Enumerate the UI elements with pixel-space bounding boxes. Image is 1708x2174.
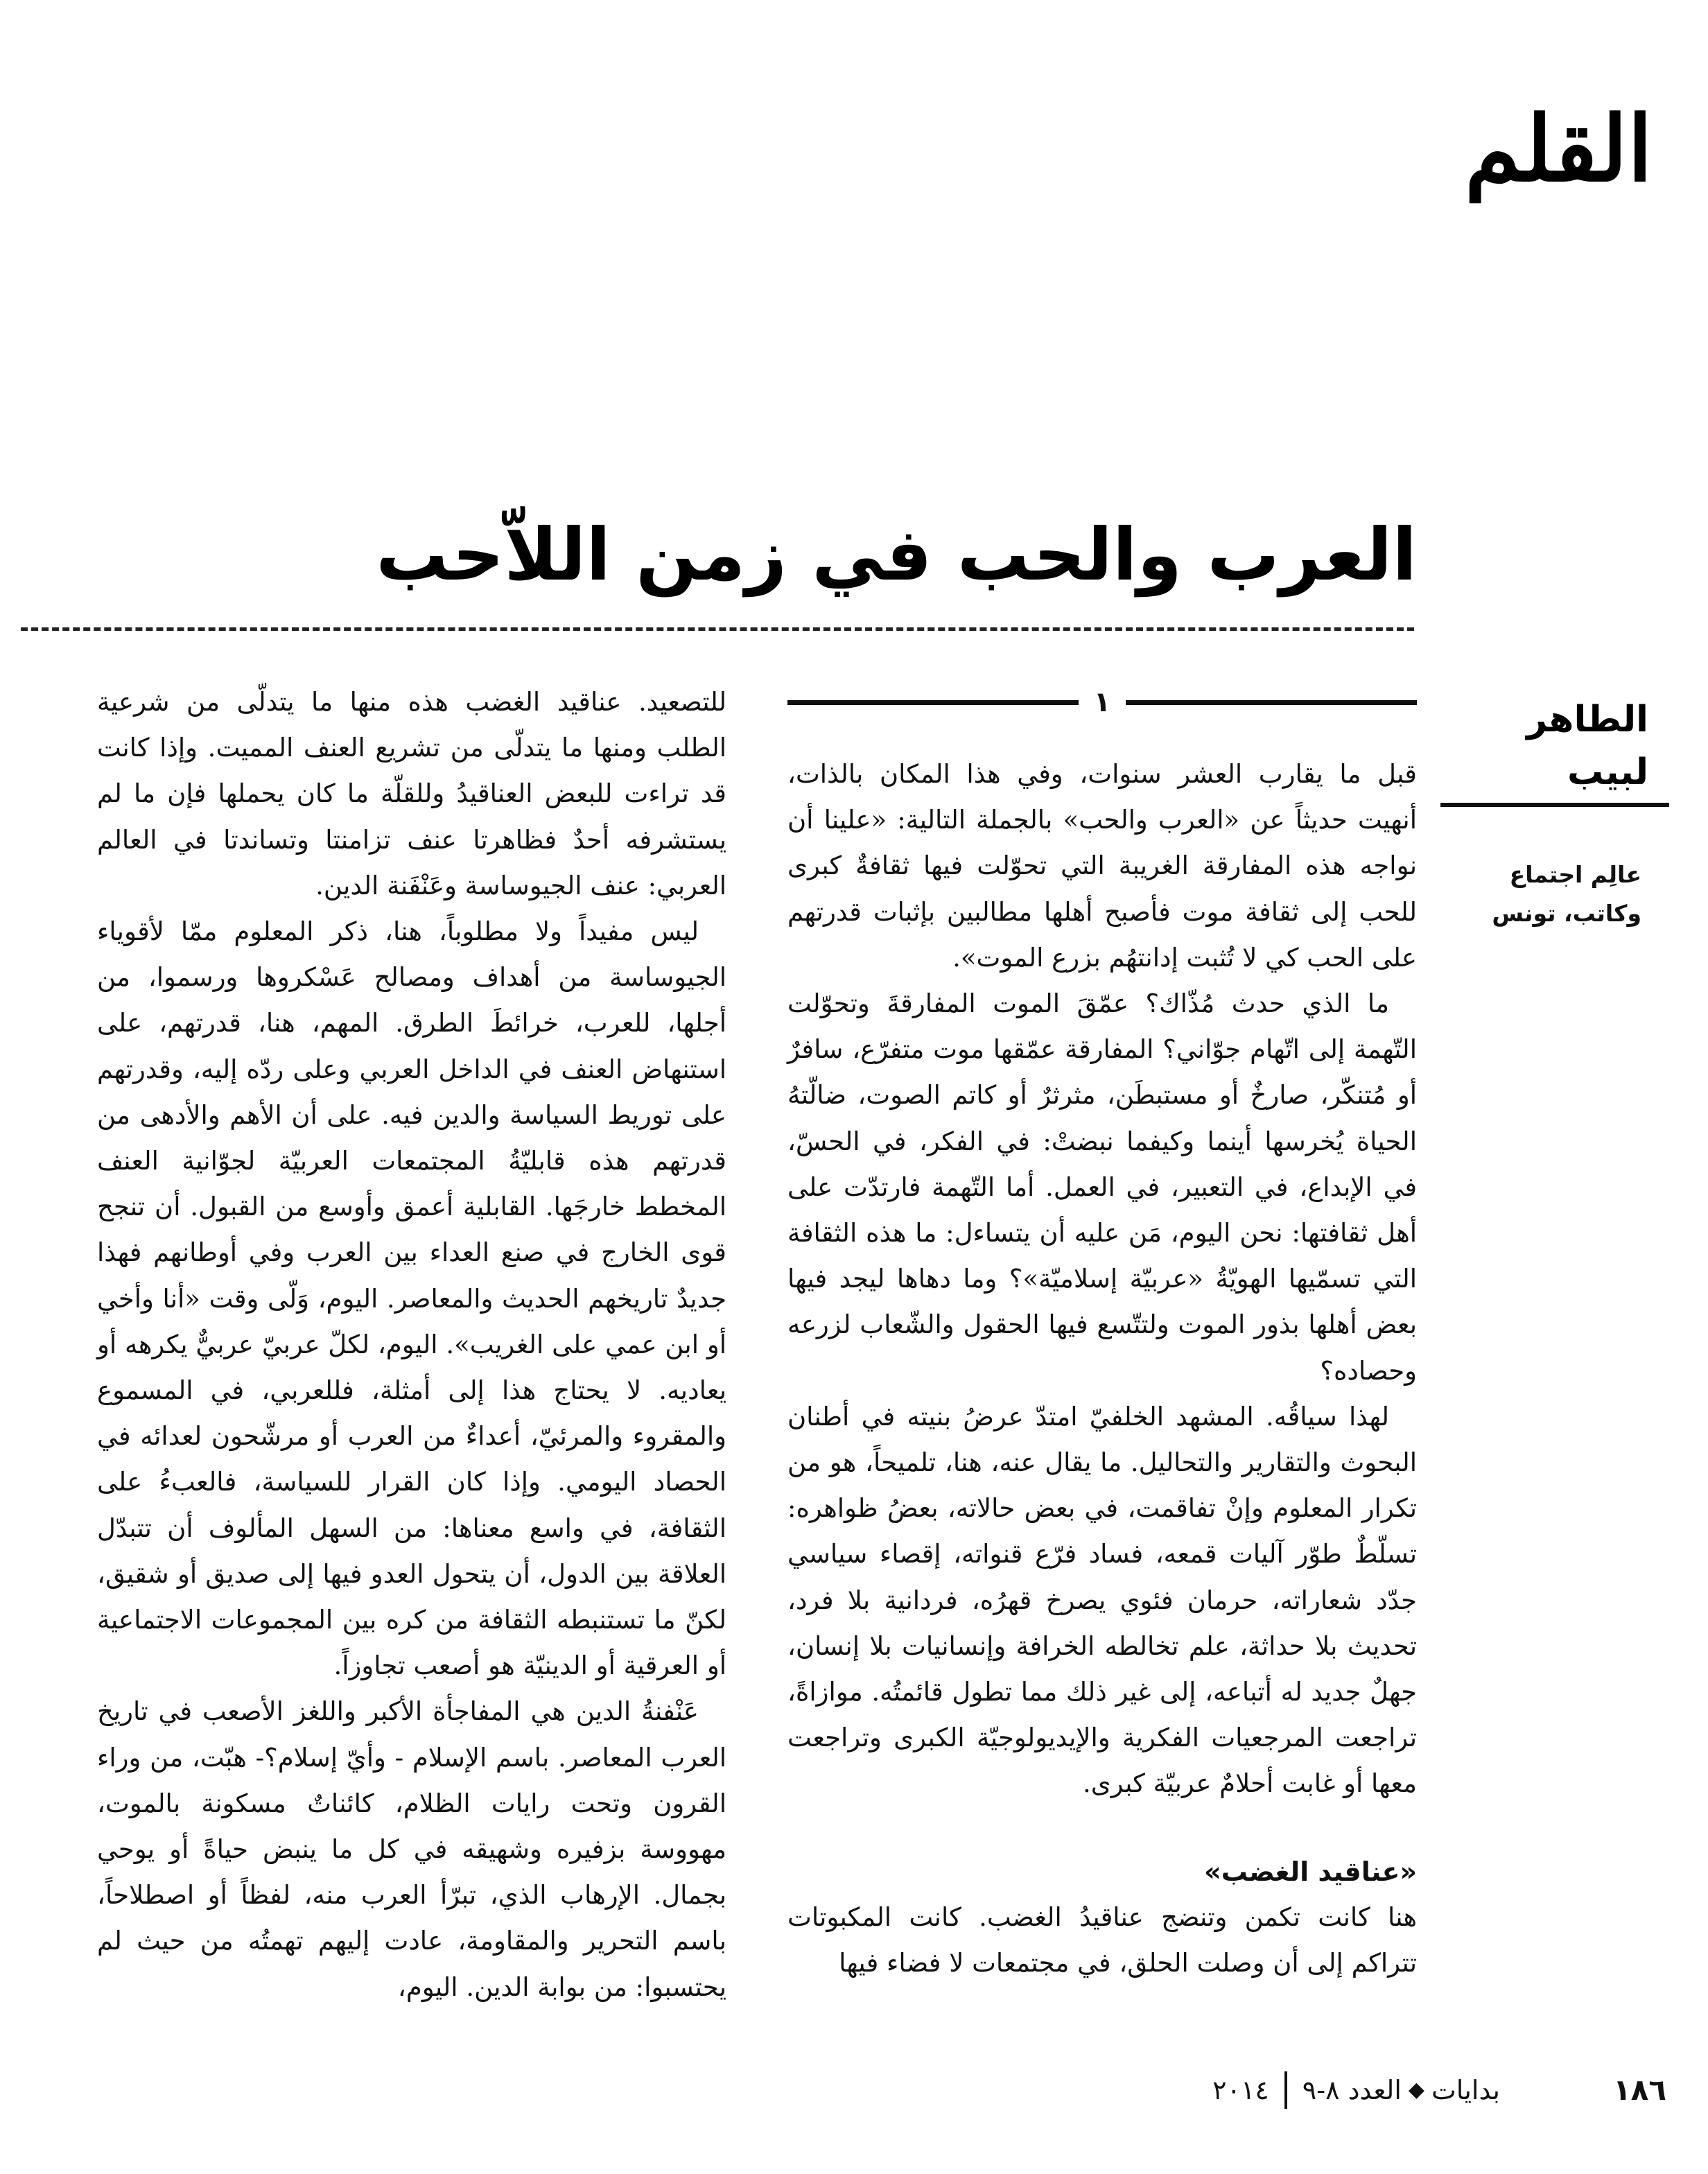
section-subheading: «عناقيد الغضب» — [1204, 1856, 1417, 1887]
diamond-icon: ◆ — [1408, 2078, 1424, 2102]
journal-name: بدايات — [1431, 2075, 1500, 2105]
footer-separator — [1284, 2071, 1287, 2109]
paragraph: عَنْفنةُ الدين هي المفاجأة الأكبر واللغز الأصعب في تاريخ العرب المعاصر. باسم الإسلام - وأيّ إسلام؟- هبّت، من وراء القرون وتحت رايات الظلام، كائناتٌ مسكونة بالموت، مهووسة بزفيره وشهيقه في كل ما ينبض حياةً أو يوحي بجمال. الإرهاب الذي، تبرّأ العرب منه، لفظاً أو اصطلاحاً، باسم التحرير والمقاومة، عادت إليهم تهمتُه من حيث لم يحتسبوا: من بوابة الدين. اليوم، — [97, 1696, 726, 2002]
title-divider — [21, 627, 1414, 631]
page-number: ١٨٦ — [1613, 2073, 1666, 2107]
paragraph: قبل ما يقارب العشر سنوات، وفي هذا المكان بالذات، أنهيت حديثاً عن «العرب والحب» بالجملة التالية: «علينا أن نواجه هذه المفارقة الغريبة التي تحوّلت فيها ثقافةٌ كبرى للحب إلى ثقافة موت فأصبح أهلها مطالبين بإثبات قدرتهم على الحب كي لا تُثبت إدانتهُم بزرع الموت». — [787, 759, 1417, 973]
author-sidebar — [1440, 693, 1669, 933]
author-name: الطاهر لبيب — [1526, 699, 1648, 793]
page-footer — [876, 2066, 1500, 2114]
section-rule-left — [787, 700, 1079, 705]
section-marker — [787, 679, 1417, 725]
paragraph: للتصعيد. عناقيد الغضب هذه منها ما يتدلّى من شرعية الطلب ومنها ما يتدلّى من تشريع العنف المميت. وإذا كانت قد تراءت للبعض العناقيدُ وللقلّة ما كان يحملها فإن ما لم يستشرفه أحدٌ فظاهرتا عنف تزامنتا وتساندتا في العالم العربي: عنف الجيوساسة وعَنْفَنة الدين. — [97, 687, 726, 901]
section-number: ١ — [1093, 686, 1111, 718]
issue-number: العدد ٨-٩ — [1302, 2075, 1402, 2105]
paragraph: هنا كانت تكمن وتنضج عناقيدُ الغضب. كانت المكبوتات تتراكم إلى أن وصلت الحلق، في مجتمعات لا فضاء فيها — [787, 1902, 1417, 1978]
text-column-left — [97, 679, 726, 2010]
section-rule-right — [1126, 700, 1417, 705]
author-bio-line-1: عالِم اجتماع — [1509, 861, 1641, 888]
paragraph: ما الذي حدث مُذّاك؟ عمّقَ الموت المفارقةَ وتحوّلت التّهمة إلى اتّهام جوّاني؟ المفارقة عمّقها موت متفرّع، سافرٌ أو مُتنكّر، صارخٌ أو مستبطَن، مثرثرٌ أو كاتم الصوت، ضالّتهُ الحياة يُخرسها أينما وكيفما نبضتْ: في الفكر، في الحسّ، في الإبداع، في التعبير، في العمل. أما التّهمة فارتدّت على أهل ثقافتها: نحن اليوم، مَن عليه أن يتساءل: ما هذه الثقافة التي تسمّيها الهويّةُ «عربيّة إسلاميّة»؟ وما دهاها ليجد فيها بعض أهلها بذور الموت ولتتّسع فيها الحقول والشّعاب لزرعه وحصاده؟ — [787, 989, 1417, 1386]
magazine-logo: القلم — [1464, 96, 1653, 202]
paragraph: لهذا سياقُه. المشهد الخلفيّ امتدّ عرضُ بنيته في أطنان البحوث والتقارير والتحاليل. ما يقال عنه، هنا، تلميحاً، هو من تكرار المعلوم وإنْ تفاقمت، في بعض حالاته، بعضُ ظواهره: تسلّطٌ طوّر آليات قمعه، فساد فرّع قنواته، إقصاء سياسي جدّد شعاراته، حرمان فئوي يصرخ قهرُه، فردانية بلا فرد، تحديث بلا حداثة، علم تخالطه الخرافة وإنسانيات بلا إنسان، جهلٌ جديد له أتباعه، إلى غير ذلك مما تطول قائمتُه. موازاةً، تراجعت المرجعيات الفكرية والإيديولوجيّة الكبرى وتراجعت معها أو غابت أحلامٌ عربيّة كبرى. — [787, 1401, 1417, 1799]
text-column-right — [787, 679, 1417, 2010]
author-bio-line-2: وكاتب، تونس — [1492, 900, 1641, 927]
paragraph: ليس مفيداً ولا مطلوباً، هنا، ذكر المعلوم ممّا لأقوياء الجيوساسة من أهداف ومصالح عَسْكروها ورسموا، من أجلها، للعرب، خرائطَ الطرق. المهم، هنا، قدرتهم، على استنهاض العنف في الداخل العربي وعلى ردّه إليه، وقدرتهم على توريط السياسة والدين فيه. على أن الأهم والأدهى من قدرتهم هذه قابليّةُ المجتمعات العربيّة لجوّانية العنف المخطط خارجَها. القابلية أعمق وأوسع من القبول. أن تنجح قوى الخارج في صنع العداء بين العرب وفي أوطانهم فهذا جديدٌ تاريخهم الحديث والمعاصر. اليوم، وَلّى وقت «أنا وأخي أو ابن عمي على الغريب». اليوم، لكلّ عربيّ عربيٌّ يكرهه أو يعاديه. لا يحتاج هذا إلى أمثلة، فللعربي، في المسموع والمقروء والمرئيّ، أعداءٌ من العرب أو مرشّحون لعدائه في الحصاد اليومي. وإذا كان القرار للسياسة، فالعبءُ على الثقافة، في واسع معناها: من السهل المألوف أن تتبدّل العلاقة بين الدول، أن يتحول العدو فيها إلى صديق أو شقيق، لكنّ ما تستنبطه الثقافة من كره بين المجموعات الاجتماعية أو العرقية أو الدينيّة هو أصعب تجاوزاً. — [97, 916, 726, 1681]
issue-year: ٢٠١٤ — [1212, 2075, 1269, 2105]
article-title: العرب والحب في زمن اللاّحب — [376, 512, 1417, 597]
author-divider — [1440, 803, 1669, 807]
author-bio — [1440, 855, 1669, 933]
